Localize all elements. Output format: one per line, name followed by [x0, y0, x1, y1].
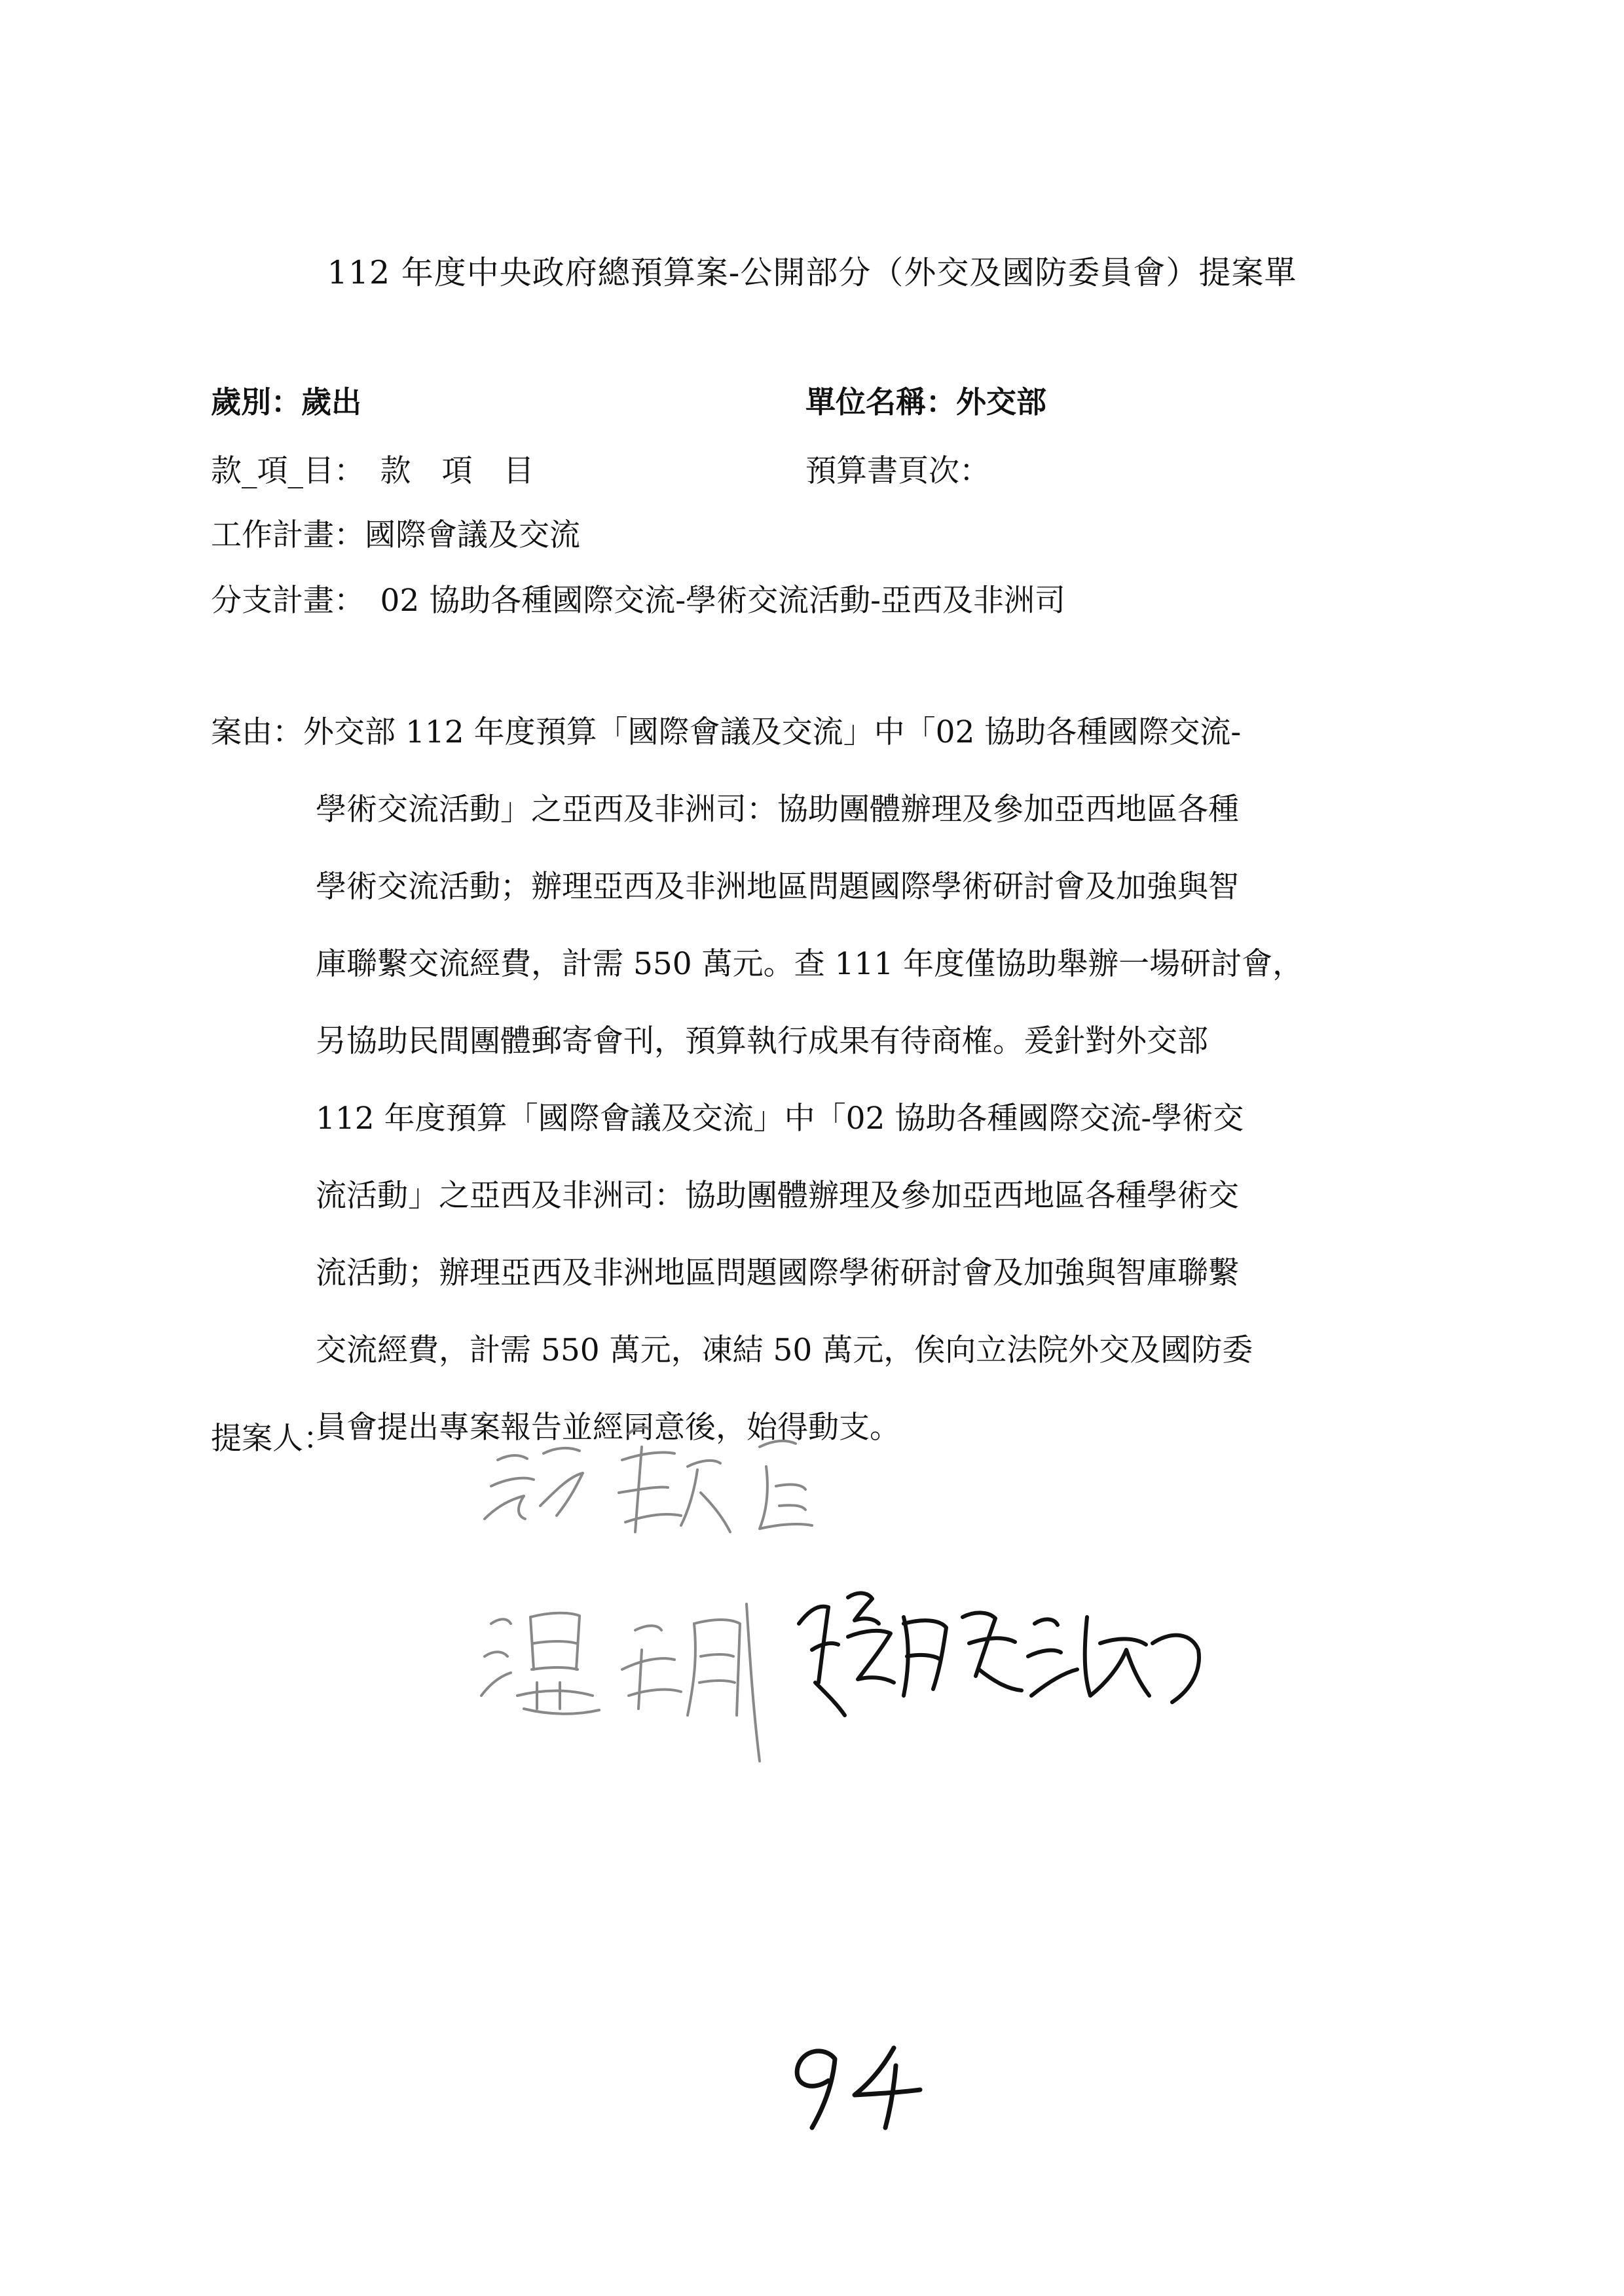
page-number-text: [0, 0, 1, 1]
signature-area: [471, 1408, 1290, 1787]
reason-line: 流活動；辦理亞西及非洲地區問題國際學術研討會及加強與智庫聯繫: [316, 1255, 1239, 1291]
reason-line: 另協助民間團體郵寄會刊，預算執行成果有待商榷。爰針對外交部: [316, 1023, 1208, 1059]
signature-1: [485, 1427, 812, 1532]
page-number: [779, 2030, 936, 2134]
reason-line: 案由：外交部 112 年度預算「國際會議及交流」中「02 協助各種國際交流-: [211, 714, 1242, 750]
unit-name-label: 單位名稱：外交部: [805, 384, 1046, 420]
work-plan-label: 工作計畫：國際會議及交流: [211, 517, 580, 553]
reason-paragraph: [211, 694, 1449, 1467]
proposer-label: 提案人：: [211, 1421, 334, 1457]
reason-line: 流活動」之亞西及非洲司：協助團體辦理及參加亞西地區各種學術交: [316, 1178, 1239, 1214]
signature-names: [0, 0, 1, 1]
reason-line: 學術交流活動」之亞西及非洲司：協助團體辦理及參加亞西地區各種: [316, 792, 1239, 828]
reason-line: 庫聯繫交流經費，計需 550 萬元。查 111 年度僅協助舉辦一場研討會，: [316, 946, 1304, 982]
reason-line: 112 年度預算「國際會議及交流」中「02 協助各種國際交流-學術交: [316, 1101, 1244, 1137]
branch-plan-label: 分支計畫： 02 協助各種國際交流-學術交流活動-亞西及非洲司: [211, 583, 1066, 619]
category-label: 歲別：歲出: [211, 384, 361, 420]
reason-line: 交流經費，計需 550 萬元，凍結 50 萬元，俟向立法院外交及國防委: [316, 1332, 1253, 1368]
signature-3: [799, 1593, 1199, 1715]
signature-2: [481, 1604, 760, 1761]
reason-line: 員會提出專案報告並經同意後，始得動支。: [316, 1410, 900, 1446]
reason-line: 學術交流活動；辦理亞西及非洲地區問題國際學術研討會及加強與智: [316, 869, 1239, 905]
document-title: 112 年度中央政府總預算案-公開部分（外交及國防委員會）提案單: [327, 254, 1297, 291]
item-label: 款_項_目： 款 項 目: [211, 453, 534, 489]
budget-page-label: 預算書頁次：: [805, 453, 990, 489]
